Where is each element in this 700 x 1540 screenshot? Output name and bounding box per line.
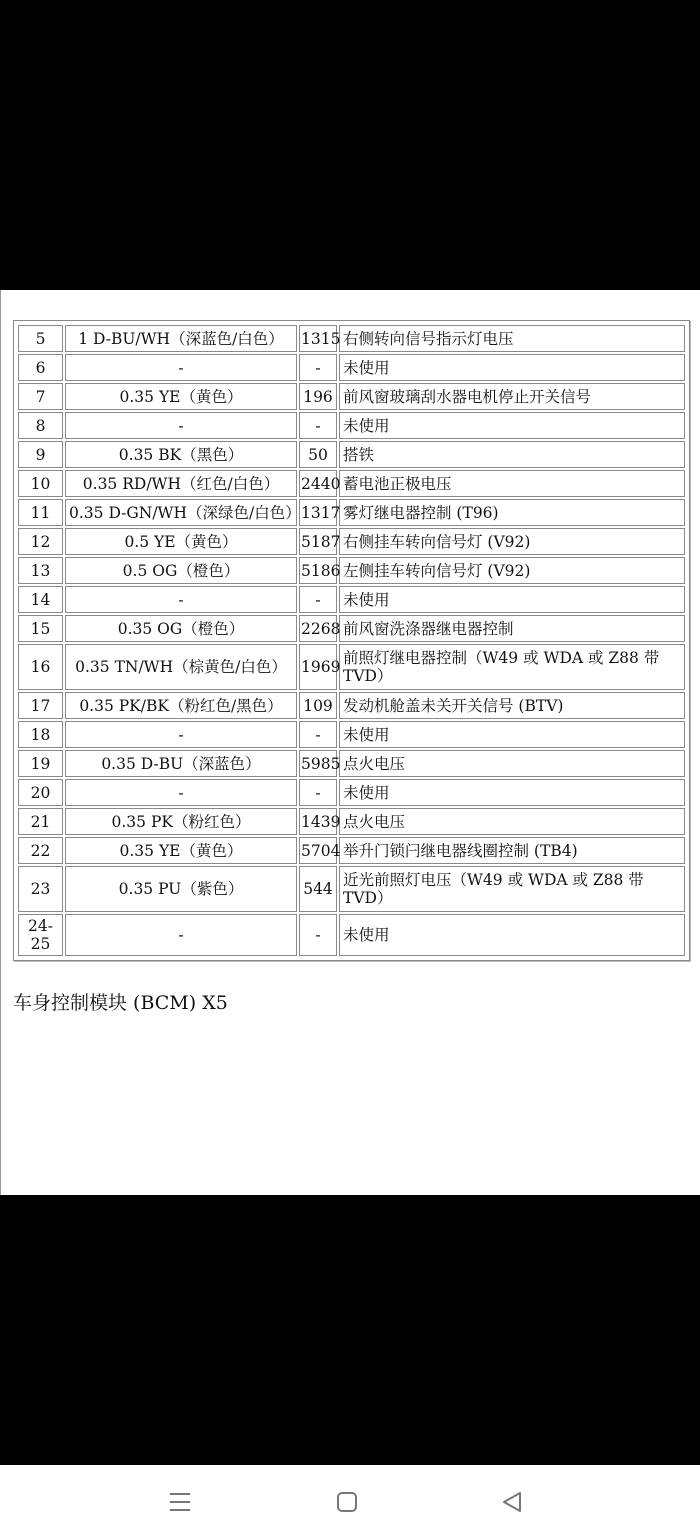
table-row xyxy=(18,808,685,835)
wire-cell: 0.35 PU（紫色） xyxy=(65,866,297,912)
pin-cell: 8 xyxy=(18,412,63,439)
pin-cell: 5 xyxy=(18,325,63,352)
wire-cell: - xyxy=(65,721,297,748)
connector-table-body xyxy=(18,325,685,956)
wire-cell: 0.35 YE（黄色） xyxy=(65,383,297,410)
function-cell: 举升门锁闩继电器线圈控制 (TB4) xyxy=(339,837,685,864)
table-row xyxy=(18,383,685,410)
table-row xyxy=(18,837,685,864)
top-black-area xyxy=(0,0,700,290)
pin-cell: 18 xyxy=(18,721,63,748)
back-icon xyxy=(501,1491,523,1513)
circuit-cell: - xyxy=(299,354,337,381)
function-cell: 右侧转向信号指示灯电压 xyxy=(339,325,685,352)
circuit-cell: 50 xyxy=(299,441,337,468)
pin-cell: 11 xyxy=(18,499,63,526)
circuit-cell: 1315 xyxy=(299,325,337,352)
wire-cell: 0.35 TN/WH（棕黄色/白色） xyxy=(65,644,297,690)
function-cell: 点火电压 xyxy=(339,808,685,835)
table-row xyxy=(18,354,685,381)
function-cell: 点火电压 xyxy=(339,750,685,777)
table-row xyxy=(18,914,685,956)
table-row xyxy=(18,441,685,468)
function-cell: 前风窗玻璃刮水器电机停止开关信号 xyxy=(339,383,685,410)
pin-cell: 20 xyxy=(18,779,63,806)
wire-cell: - xyxy=(65,586,297,613)
wire-cell: - xyxy=(65,779,297,806)
pin-cell: 13 xyxy=(18,557,63,584)
circuit-cell: - xyxy=(299,914,337,956)
pin-cell: 22 xyxy=(18,837,63,864)
function-cell: 蓄电池正极电压 xyxy=(339,470,685,497)
pin-cell: 7 xyxy=(18,383,63,410)
table-row xyxy=(18,721,685,748)
wire-cell: - xyxy=(65,354,297,381)
circuit-cell: 109 xyxy=(299,692,337,719)
table-row xyxy=(18,692,685,719)
wire-cell: - xyxy=(65,412,297,439)
pin-cell: 23 xyxy=(18,866,63,912)
function-cell: 右侧挂车转向信号灯 (V92) xyxy=(339,528,685,555)
circuit-cell: - xyxy=(299,412,337,439)
wire-cell: - xyxy=(65,914,297,956)
wire-cell: 0.35 D-BU（深蓝色） xyxy=(65,750,297,777)
circuit-cell: 1969 xyxy=(299,644,337,690)
pin-cell: 15 xyxy=(18,615,63,642)
circuit-cell: 196 xyxy=(299,383,337,410)
function-cell: 未使用 xyxy=(339,779,685,806)
table-row xyxy=(18,325,685,352)
function-cell: 发动机舱盖未关开关信号 (BTV) xyxy=(339,692,685,719)
circuit-cell: 2440 xyxy=(299,470,337,497)
document-page xyxy=(0,290,700,1195)
table-row xyxy=(18,779,685,806)
wire-cell: 0.5 YE（黄色） xyxy=(65,528,297,555)
table-row xyxy=(18,750,685,777)
table-row xyxy=(18,615,685,642)
system-navigation-bar xyxy=(0,1465,700,1540)
wire-cell: 0.35 RD/WH（红色/白色） xyxy=(65,470,297,497)
pin-cell: 12 xyxy=(18,528,63,555)
home-button[interactable] xyxy=(332,1487,362,1517)
pin-cell: 14 xyxy=(18,586,63,613)
back-button[interactable] xyxy=(497,1487,527,1517)
pin-cell: 10 xyxy=(18,470,63,497)
table-row xyxy=(18,528,685,555)
circuit-cell: 5186 xyxy=(299,557,337,584)
circuit-cell: - xyxy=(299,586,337,613)
menu-button[interactable] xyxy=(165,1487,195,1517)
function-cell: 未使用 xyxy=(339,914,685,956)
function-cell: 前照灯继电器控制（W49 或 WDA 或 Z88 带 TVD） xyxy=(339,644,685,690)
table-row xyxy=(18,557,685,584)
home-icon xyxy=(336,1491,358,1513)
pin-cell: 24-25 xyxy=(18,914,63,956)
function-cell: 未使用 xyxy=(339,721,685,748)
circuit-cell: 1439 xyxy=(299,808,337,835)
function-cell: 雾灯继电器控制 (T96) xyxy=(339,499,685,526)
function-cell: 近光前照灯电压（W49 或 WDA 或 Z88 带 TVD） xyxy=(339,866,685,912)
circuit-cell: - xyxy=(299,721,337,748)
wire-cell: 0.35 PK（粉红色） xyxy=(65,808,297,835)
pin-cell: 9 xyxy=(18,441,63,468)
function-cell: 未使用 xyxy=(339,586,685,613)
wire-cell: 0.35 PK/BK（粉红色/黑色） xyxy=(65,692,297,719)
connector-table xyxy=(13,320,690,961)
table-row xyxy=(18,499,685,526)
wire-cell: 0.35 BK（黑色） xyxy=(65,441,297,468)
wire-cell: 0.5 OG（橙色） xyxy=(65,557,297,584)
circuit-cell: 5704 xyxy=(299,837,337,864)
table-row xyxy=(18,470,685,497)
wire-cell: 0.35 D-GN/WH（深绿色/白色） xyxy=(65,499,297,526)
wire-cell: 0.35 YE（黄色） xyxy=(65,837,297,864)
pin-cell: 6 xyxy=(18,354,63,381)
table-row xyxy=(18,644,685,690)
circuit-cell: 5985 xyxy=(299,750,337,777)
function-cell: 未使用 xyxy=(339,354,685,381)
circuit-cell: - xyxy=(299,779,337,806)
menu-icon xyxy=(169,1491,191,1513)
circuit-cell: 5187 xyxy=(299,528,337,555)
wire-cell: 0.35 OG（橙色） xyxy=(65,615,297,642)
table-row xyxy=(18,866,685,912)
pin-cell: 16 xyxy=(18,644,63,690)
circuit-cell: 544 xyxy=(299,866,337,912)
section-title: 车身控制模块 (BCM) X5 xyxy=(13,992,228,1014)
pin-cell: 19 xyxy=(18,750,63,777)
function-cell: 前风窗洗涤器继电器控制 xyxy=(339,615,685,642)
circuit-cell: 2268 xyxy=(299,615,337,642)
wire-cell: 1 D-BU/WH（深蓝色/白色） xyxy=(65,325,297,352)
circuit-cell: 1317 xyxy=(299,499,337,526)
function-cell: 未使用 xyxy=(339,412,685,439)
table-row xyxy=(18,586,685,613)
bottom-black-area xyxy=(0,1195,700,1465)
pin-cell: 17 xyxy=(18,692,63,719)
function-cell: 左侧挂车转向信号灯 (V92) xyxy=(339,557,685,584)
table-row xyxy=(18,412,685,439)
pin-cell: 21 xyxy=(18,808,63,835)
function-cell: 搭铁 xyxy=(339,441,685,468)
